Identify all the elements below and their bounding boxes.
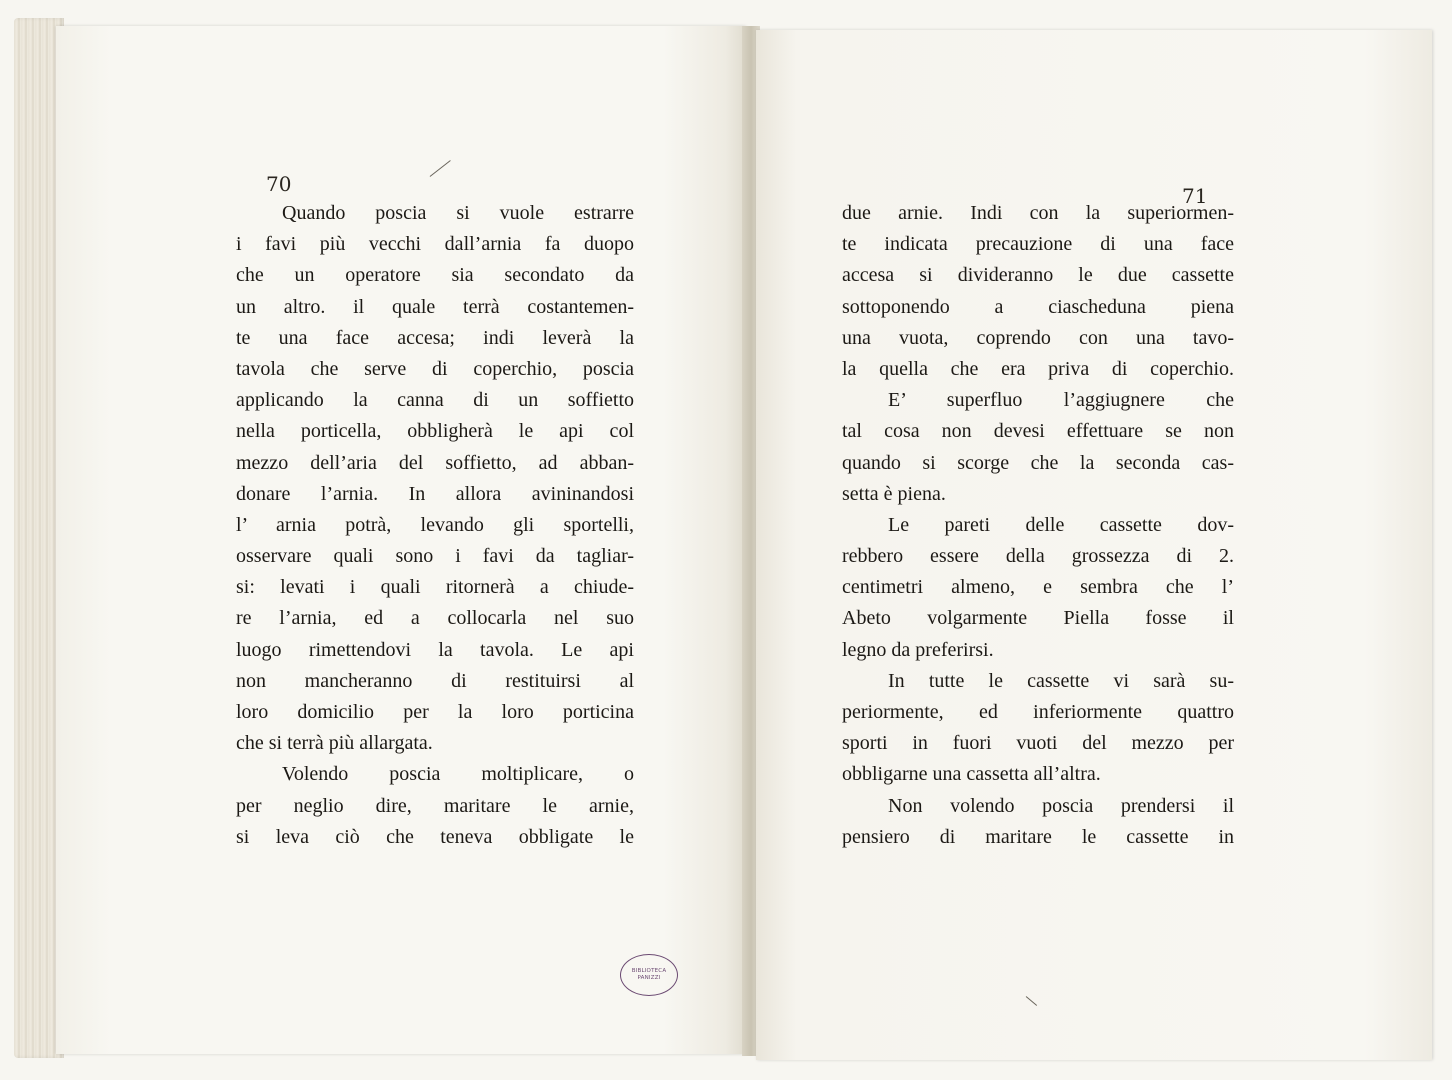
text-line: per neglio dire, maritare le arnie, (236, 794, 634, 817)
text-line: nella porticella, obbligherà le api col (236, 420, 634, 443)
text-line: Volendo poscia moltiplicare, o (282, 763, 634, 786)
text-line: che si terrà più allargata. (236, 732, 433, 755)
text-line: sporti in fuori vuoti del mezzo per (842, 732, 1234, 755)
text-line: rebbero essere della grossezza di 2. (842, 545, 1234, 568)
right-page-number: 71 (1182, 184, 1208, 208)
text-line: i favi più vecchi dall’arnia fa duopo (236, 233, 634, 256)
text-line: osservare quali sono i favi da tagliar- (236, 545, 634, 568)
text-line: Le pareti delle cassette dov- (888, 513, 1234, 536)
text-line: legno da preferirsi. (842, 638, 994, 661)
text-line: luogo rimettendovi la tavola. Le api (236, 638, 634, 661)
text-line: periormente, ed inferiormente quattro (842, 701, 1234, 723)
stamp-line: BIBLIOTECA (631, 968, 667, 974)
text-line: setta è piena. (842, 482, 946, 505)
text-line: che un operatore sia secondato da (236, 264, 634, 287)
text-line: In tutte le cassette vi sarà su- (888, 669, 1234, 692)
text-line: tal cosa non devesi effettuare se non (842, 420, 1234, 443)
text-line: un altro. il quale terrà costantemen- (236, 295, 634, 318)
text-line: sottoponendo a ciascheduna piena (842, 295, 1234, 318)
text-line: pensiero di maritare le cassette in (842, 825, 1234, 848)
text-line: Quando poscia si vuole estrarre (282, 202, 634, 224)
text-line: applicando la canna di un soffietto (236, 389, 634, 412)
text-line: si: levati i quali ritornerà a chiude- (236, 576, 634, 599)
text-line: mezzo dell’aria del soffietto, ad abban- (236, 451, 634, 474)
stamp-line: PANIZZI (637, 975, 661, 981)
text-line: loro domicilio per la loro porticina (236, 701, 634, 723)
text-line: donare l’arnia. In allora avininandosi (236, 482, 634, 505)
text-line: una vuota, coprendo con una tavo- (842, 326, 1234, 349)
text-line: re l’arnia, ed a collocarla nel suo (236, 607, 634, 630)
text-line: Abeto volgarmente Piella fosse il (842, 607, 1234, 630)
left-page-number: 70 (266, 172, 292, 196)
text-line: l’ arnia potrà, levando gli sportelli, (236, 513, 634, 536)
library-stamp (620, 954, 678, 996)
text-line: non mancheranno di restituirsi al (236, 669, 634, 692)
text-line: centimetri almeno, e sembra che l’ (842, 576, 1234, 599)
text-line: due arnie. Indi con la superiormen- (842, 202, 1234, 224)
text-line: te indicata precauzione di una face (842, 233, 1234, 256)
text-line: accesa si divideranno le due cassette (842, 264, 1234, 287)
right-page-text (842, 198, 1234, 853)
text-line: quando si scorge che la seconda cas- (842, 451, 1234, 474)
text-line: te una face accesa; indi leverà la (236, 326, 634, 349)
text-line: tavola che serve di coperchio, poscia (236, 357, 634, 380)
text-line: si leva ciò che teneva obbligate le (236, 825, 634, 848)
text-line: la quella che era priva di coperchio. (842, 357, 1234, 380)
text-line: obbligarne una cassetta all’altra. (842, 763, 1101, 786)
left-page-text (236, 198, 634, 853)
text-line: E’ superfluo l’aggiugnere che (888, 389, 1234, 412)
text-line: Non volendo poscia prendersi il (888, 794, 1234, 817)
